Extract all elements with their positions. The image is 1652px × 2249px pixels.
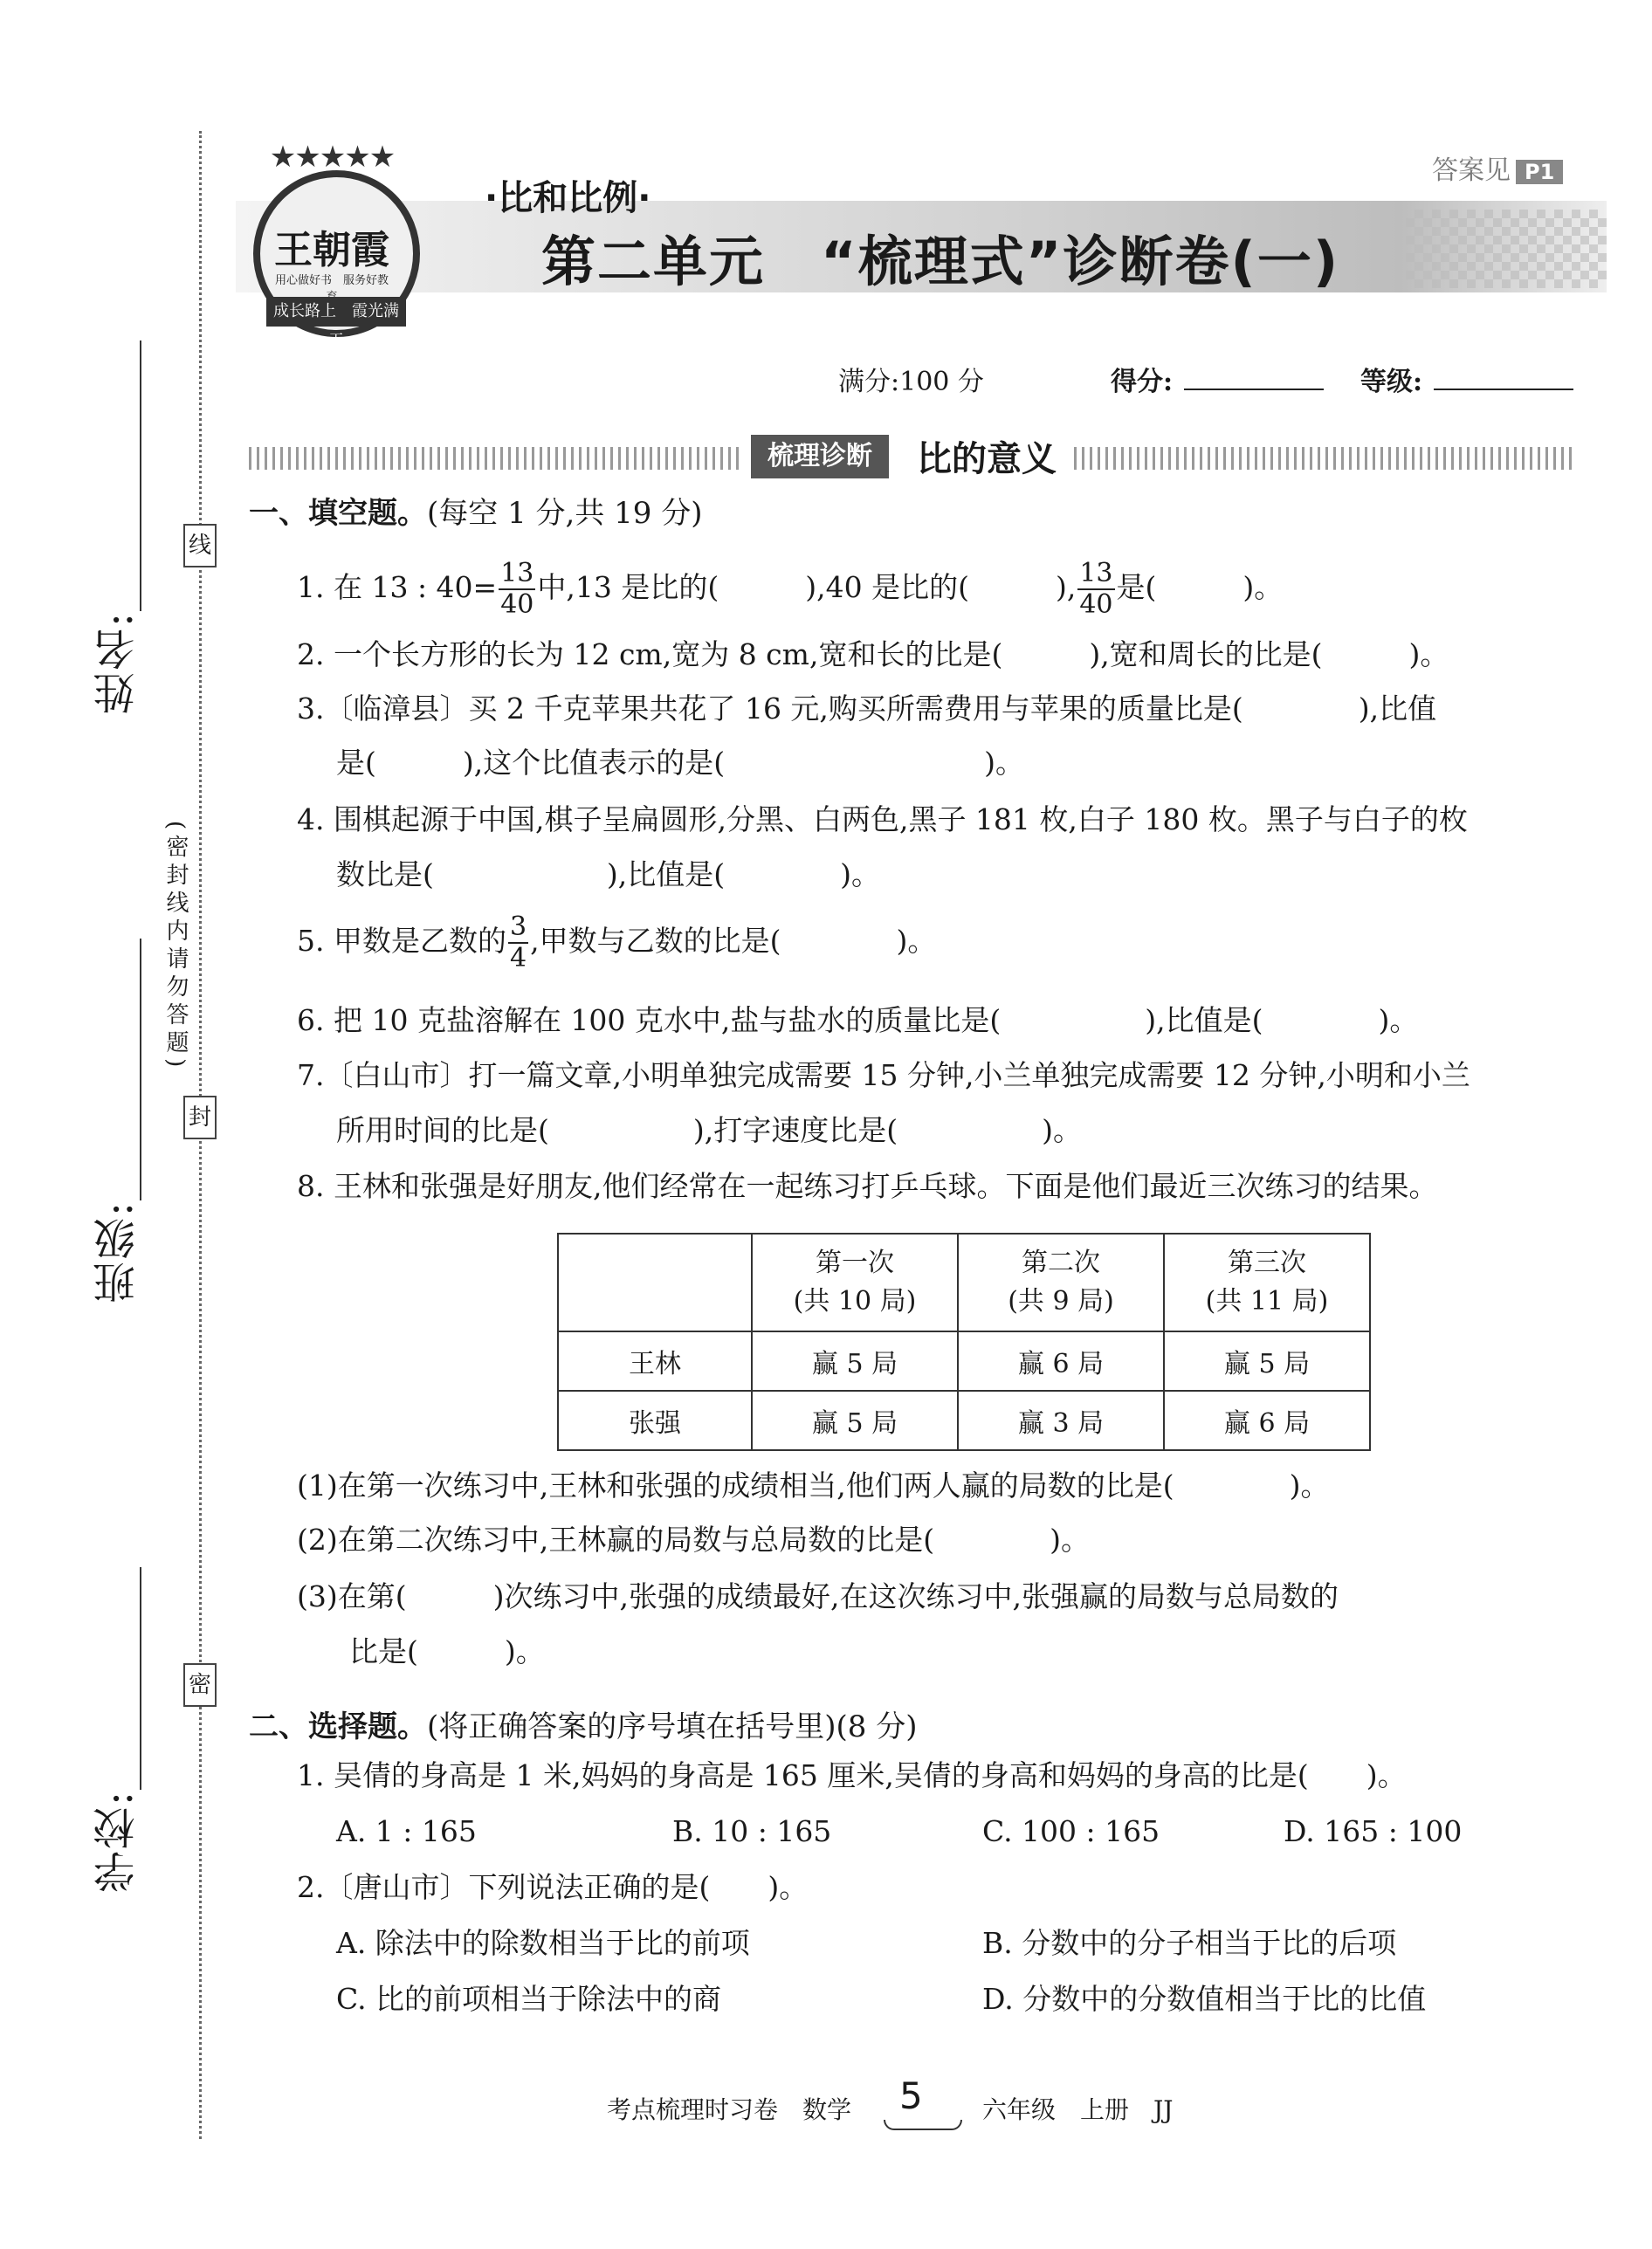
score-label: 得分:	[1111, 367, 1174, 397]
sub-question-3-cont: 比是( )。	[349, 1634, 545, 1668]
question-7: 7.〔白山市〕打一篇文章,小明单独完成需要 15 分钟,小兰单独完成需要 12 分钟,小明和小兰	[297, 1058, 1470, 1092]
section-title: 比的意义	[917, 439, 1057, 479]
page-number: 5	[899, 2074, 923, 2117]
table-cell: 王林	[558, 1331, 752, 1391]
fraction-13-40: $\frac{13}{40}$	[500, 558, 534, 620]
book-icon	[884, 2120, 962, 2130]
fraction-13-40-second: $\frac{13}{40}$	[1079, 558, 1113, 620]
choice-option-a[interactable]: A. 除法中的除数相当于比的前项	[336, 1926, 750, 1960]
table-cell: 赢 5 局	[1164, 1331, 1370, 1391]
table-header-cell: 第三次 (共 11 局)	[1164, 1234, 1370, 1331]
unit-tag: ·比和比例·	[485, 178, 651, 218]
choice-option-c[interactable]: C. 比的前项相当于除法中的商	[336, 1982, 722, 2016]
logo-stars-icon: ★★★★★	[269, 140, 395, 175]
table-cell: 赢 5 局	[752, 1391, 958, 1450]
logo-name: 王朝霞	[274, 228, 389, 272]
question-5: 5. 甲数是乙数的 $\frac{3}{4}$ ,甲数与乙数的比是( )。	[297, 911, 937, 973]
answer-page-badge: P1	[1516, 160, 1563, 184]
seal-warning: (密封线内请勿答题)	[162, 821, 189, 1073]
choice-option-d[interactable]: D. 分数中的分数值相当于比的比值	[982, 1982, 1427, 2016]
page-title: 第二单元 “梳理式”诊断卷(一)	[541, 230, 1340, 293]
results-table	[557, 1233, 1371, 1451]
grade-label: 等级:	[1360, 367, 1423, 397]
school-label: 学校:	[93, 1790, 142, 1894]
question-1: 1. 在 13 : 40= $\frac{13}{40}$ 中,13 是比的( ),40 是比的( ), $\frac{13}{40}$ 是( )。	[297, 558, 1284, 620]
question-2: 2. 一个长方形的长为 12 cm,宽为 8 cm,宽和长的比是( ),宽和周长的比是( )。	[297, 637, 1449, 671]
question-8: 8. 王林和张强是好朋友,他们经常在一起练习打乒乓球。下面是他们最近三次练习的结果。	[297, 1169, 1438, 1203]
name-label: 姓名:	[93, 611, 142, 715]
choice-question-2: 2.〔唐山市〕下列说法正确的是( )。	[297, 1870, 809, 1904]
table-row	[558, 1391, 1370, 1450]
table-row	[558, 1331, 1370, 1391]
table-corner-cell	[558, 1234, 752, 1331]
answer-reference: 答案见 P1	[1432, 148, 1563, 187]
choice-option-d[interactable]: D. 165 : 100	[1284, 1814, 1463, 1848]
footer-left: 考点梳理时习卷 数学	[607, 2095, 852, 2124]
choice-option-b[interactable]: B. 10 : 165	[672, 1814, 832, 1848]
sub-question-3: (3)在第( )次练习中,张强的成绩最好,在这次练习中,张强赢的局数与总局数的	[297, 1579, 1339, 1613]
logo-slogan: 用心做好书 服务好教	[275, 274, 389, 287]
sub-question-2: (2)在第二次练习中,王林赢的局数与总局数的比是( )。	[297, 1523, 1090, 1557]
question-6: 6. 把 10 克盐溶解在 100 克水中,盐与盐水的质量比是( ),比值是( )。	[297, 1003, 1419, 1037]
school-field[interactable]	[140, 1567, 141, 1790]
choice-option-a[interactable]: A. 1 : 165	[336, 1814, 477, 1848]
section-badge: 梳理诊断	[751, 435, 889, 478]
table-header-cell: 第一次 (共 10 局)	[752, 1234, 958, 1331]
table-cell: 赢 5 局	[752, 1331, 958, 1391]
choice-option-b[interactable]: B. 分数中的分子相当于比的后项	[982, 1926, 1397, 1960]
choice-option-c[interactable]: C. 100 : 165	[982, 1814, 1160, 1848]
choice-question-1: 1. 吴倩的身高是 1 米,妈妈的身高是 165 厘米,吴倩的身高和妈妈的身高的比是( )。	[297, 1758, 1407, 1792]
fraction-3-4: $\frac{3}{4}$	[509, 911, 527, 973]
full-marks: 满分:100 分	[838, 367, 984, 397]
part1-heading: 一、填空题。(每空 1 分,共 19 分)	[249, 496, 703, 531]
part2-heading: 二、选择题。(将正确答案的序号填在括号里)(8 分)	[249, 1709, 918, 1744]
table-cell: 张强	[558, 1391, 752, 1450]
section-divider-left	[249, 447, 742, 470]
table-header-cell: 第二次 (共 9 局)	[958, 1234, 1164, 1331]
table-header-row	[558, 1234, 1370, 1331]
seal-box-feng: 封	[183, 1096, 217, 1139]
table-cell: 赢 6 局	[958, 1331, 1164, 1391]
question-3: 3.〔临漳县〕买 2 千克苹果共花了 16 元,购买所需费用与苹果的质量比是( ),比值	[297, 691, 1437, 726]
class-field[interactable]	[140, 939, 141, 1200]
section-divider-right	[1074, 447, 1576, 470]
score-field[interactable]	[1184, 360, 1324, 390]
class-label: 班级:	[93, 1200, 142, 1304]
grade-field[interactable]	[1434, 360, 1573, 390]
name-field[interactable]	[140, 340, 141, 611]
question-3-cont: 是( ),这个比值表示的是( )。	[336, 746, 1024, 780]
table-cell: 赢 3 局	[958, 1391, 1164, 1450]
footer-right: 六年级 上册 JJ	[982, 2095, 1174, 2124]
question-4: 4. 围棋起源于中国,棋子呈扁圆形,分黑、白两色,黑子 181 枚,白子 180 枚。黑子与白子的枚	[297, 802, 1468, 836]
seal-box-mi: 密	[183, 1663, 217, 1707]
question-7-cont: 所用时间的比是( ),打字速度比是( )。	[336, 1113, 1082, 1147]
seal-box-xian: 线	[183, 524, 217, 567]
logo-ribbon: 成长路上 霞光满天	[266, 297, 406, 327]
question-4-cont: 数比是( ),比值是( )。	[336, 857, 880, 891]
sub-question-1: (1)在第一次练习中,王林和张强的成绩相当,他们两人赢的局数的比是( )。	[297, 1468, 1330, 1503]
table-cell: 赢 6 局	[1164, 1391, 1370, 1450]
banner-pattern	[1406, 210, 1607, 288]
